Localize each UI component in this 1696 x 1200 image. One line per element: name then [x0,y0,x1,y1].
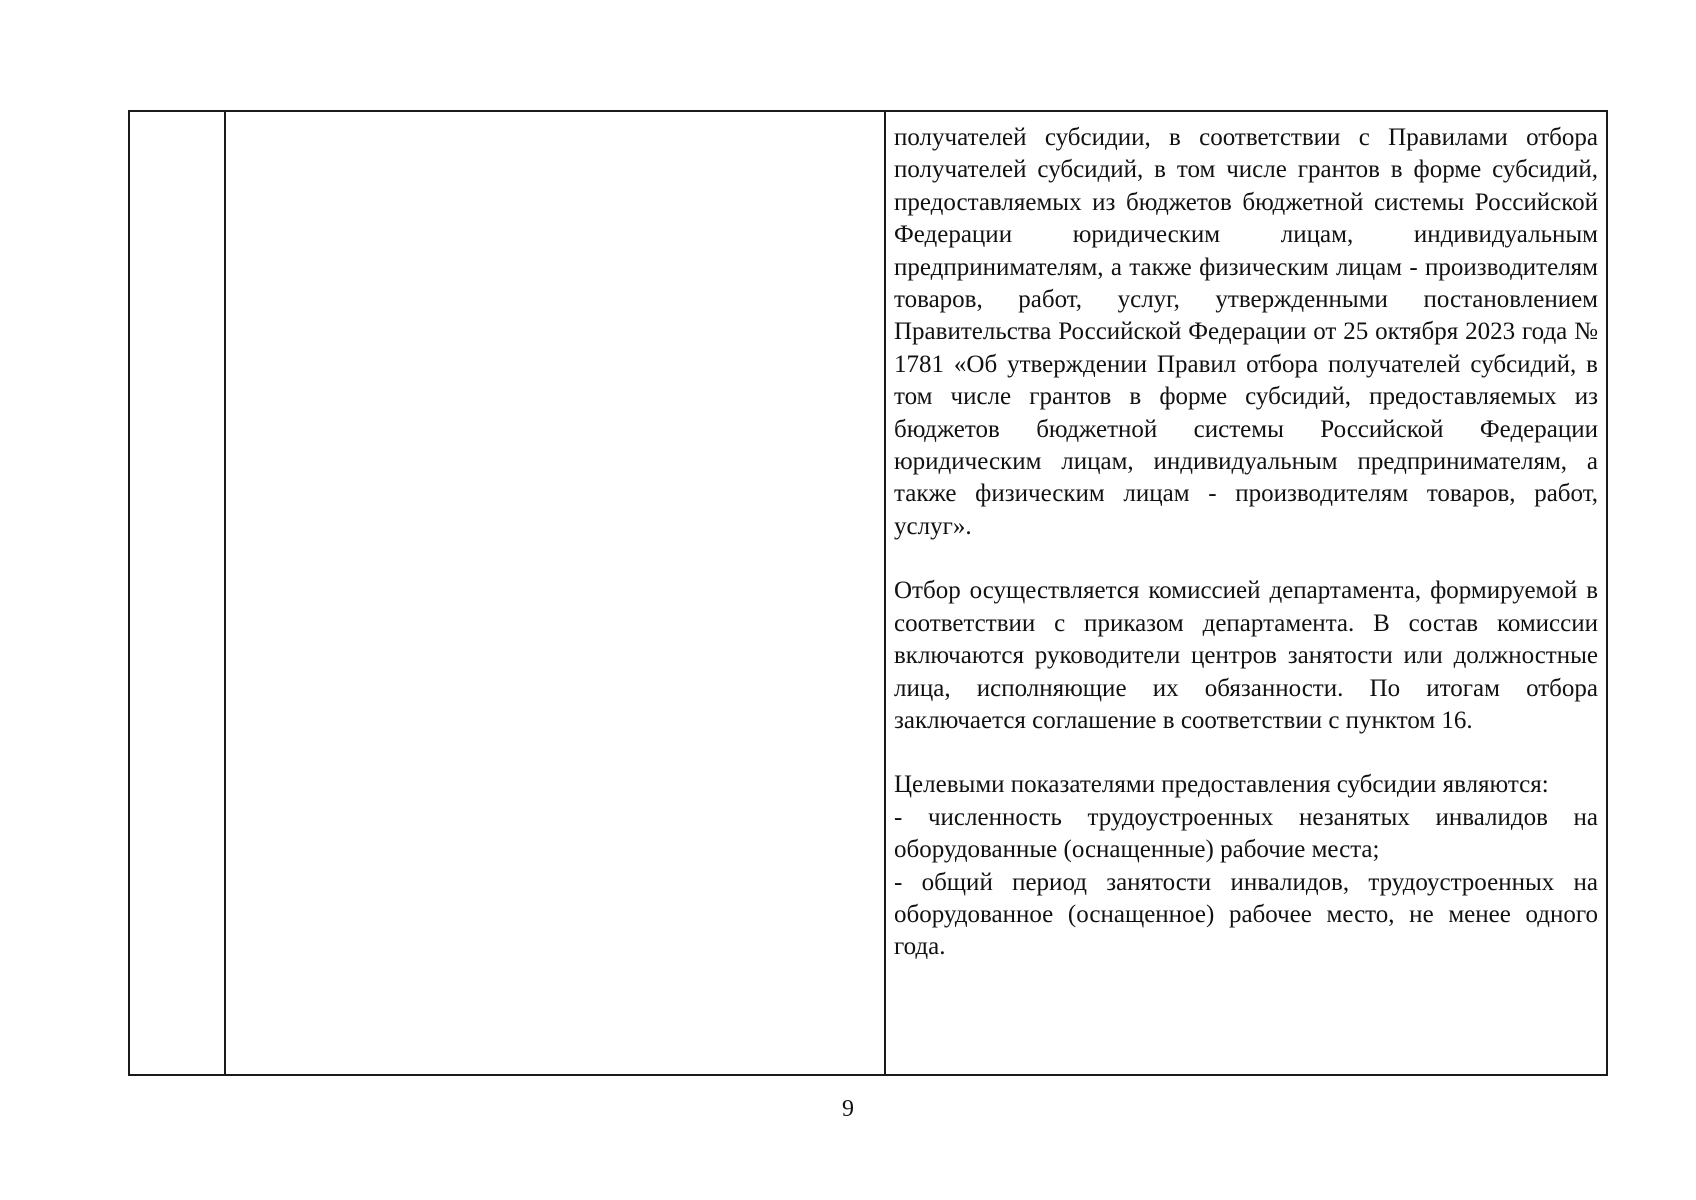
table-cell-number [130,112,224,1074]
document-table [128,110,1608,1076]
page-number: 9 [842,1096,854,1122]
target-indicators-intro: Целевыми показателями предоставления субсидии являются: [894,771,1549,799]
target-indicator-item: - общий период занятости инвалидов, трудоустроенных на оборудованное (оснащенное) рабочее место, не менее одного года. [894,868,1598,961]
selection-rules-paragraph: получателей субсидии, в соответствии с Правилами отбора получателей субсидий, в том числе грантов в форме субсидий, предоставляемых из бюджетов бюджетной системы Российской Федерации юридическим лицам, индивидуальным предпринимателям, а также физическим лицам - производителям товаров, работ, услуг, утвержденными постановлением Правительства Российской Федерации от 25 октября 2023 года № 1781 «Об утверждении Правил отбора получателей субсидий, в том числе грантов в форме субсидий, предоставляемых из бюджетов бюджетной системы Российской Федерации юридическим лицам, индивидуальным предпринимателям, а также физическим лицам - производителям товаров, работ, услуг». [894,124,1598,540]
table-cell-content [884,112,1606,1074]
table-cell-name [224,112,884,1074]
target-indicator-item: - численность трудоустроенных незанятых инвалидов на оборудованные (оснащенные) рабочие места; [894,803,1598,864]
target-indicators-paragraph [894,769,1598,963]
commission-paragraph: Отбор осуществляется комиссией департамента, формируемой в соответствии с приказом департамента. В состав комиссии включаются руководители центров занятости или должностные лица, исполняющие их обязанности. По итогам отбора заключается соглашение в соответствии с пунктом 16. [894,577,1598,734]
